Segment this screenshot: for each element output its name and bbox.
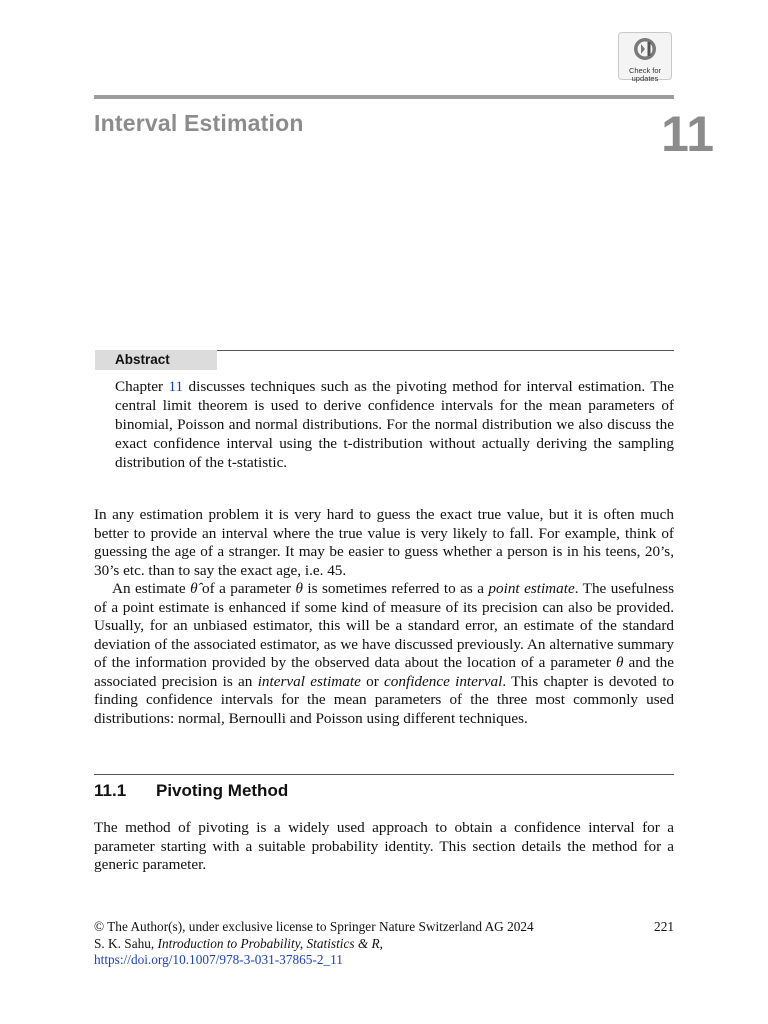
p2-text-e: and the associated precision is an — [94, 654, 674, 690]
confidence-interval-term: confidence interval — [384, 672, 503, 690]
p2-text-d: . The usefulness of a point estimate is enhanced if some kind of measure of its precision can also be provided. Usually, for an unbiased estimator, this will be a standard error, an estimate of the standard deviation of the associated estimator, as we have discussed previously. An alternative summary of the information provided by the observed data about the location of a parameter — [94, 580, 675, 671]
abstract-heading: Abstract — [95, 350, 217, 370]
copyright-line: © The Author(s), under exclusive license to Springer Nature Switzerland AG 2024 — [94, 919, 534, 934]
p2-text-or: or — [360, 672, 385, 690]
badge-line-1: Check for — [628, 66, 662, 75]
theta-symbol-2: θ — [616, 654, 624, 671]
citation-line — [94, 936, 674, 953]
book-title: Introduction to Probability, Statistics & R — [157, 935, 380, 951]
section-rule — [94, 774, 674, 775]
citation-comma: , — [379, 935, 383, 951]
doi-link[interactable]: https://doi.org/10.1007/978-3-031-37865-2_11 — [94, 952, 343, 967]
page-footer — [94, 919, 674, 969]
theta-symbol: θ — [295, 580, 303, 597]
author-name: S. K. Sahu, — [94, 935, 158, 951]
page-number: 221 — [654, 919, 674, 934]
point-estimate-term: point estimate — [488, 580, 575, 597]
p2-text-c: is sometimes referred to as a — [302, 580, 489, 597]
update-check-icon — [632, 36, 658, 62]
interval-estimate-term: interval estimate — [257, 672, 361, 690]
section-number: 11.1 — [94, 781, 127, 800]
paragraph-point-estimate — [94, 580, 674, 728]
section-title: Pivoting Method — [156, 781, 289, 800]
chapter-link[interactable]: 11 — [168, 378, 184, 395]
p2-text-b: of a parameter — [197, 580, 296, 597]
badge-text — [619, 67, 671, 83]
abstract-text — [115, 377, 674, 472]
chapter-number: 11 — [661, 106, 714, 162]
abstract-text-start: Chapter — [115, 378, 169, 395]
p2-text-a: An estimate — [112, 580, 191, 597]
paragraph-pivoting: The method of pivoting is a widely used approach to obtain a confidence interval for a parameter starting with a suitable probability identity. This section details the method for a generic parameter. — [94, 819, 674, 873]
badge-line-2: updates — [631, 74, 659, 83]
chapter-rule — [94, 95, 674, 99]
section-heading — [94, 780, 288, 802]
check-for-updates-badge[interactable] — [618, 32, 672, 83]
theta-hat-symbol: θ̂ — [190, 580, 198, 597]
chapter-title: Interval Estimation — [94, 110, 304, 136]
p2-text-f: . This chapter is devoted to finding confidence intervals for the mean parameters of the three most commonly used distributions: normal, Bernoulli and Poisson using different techniques. — [94, 672, 675, 727]
abstract-text-rest: discusses techniques such as the pivoting method for interval estimation. The central limit theorem is used to derive confidence intervals for the mean parameters of binomial, Poisson and normal distributions. For the normal distribution we also discuss the exact confidence interval using the t-distribution without actually deriving the sampling distribution of the t-statistic. — [115, 378, 674, 471]
paragraph-intro: In any estimation problem it is very hard to guess the exact true value, but it is often much better to provide an interval where the true value is very likely to fall. For example, think of guessing the age of a stranger. It may be easier to guess whether a person is in his teens, 20’s, 30’s etc. than to say the exact age, i.e. 45. — [94, 506, 674, 579]
